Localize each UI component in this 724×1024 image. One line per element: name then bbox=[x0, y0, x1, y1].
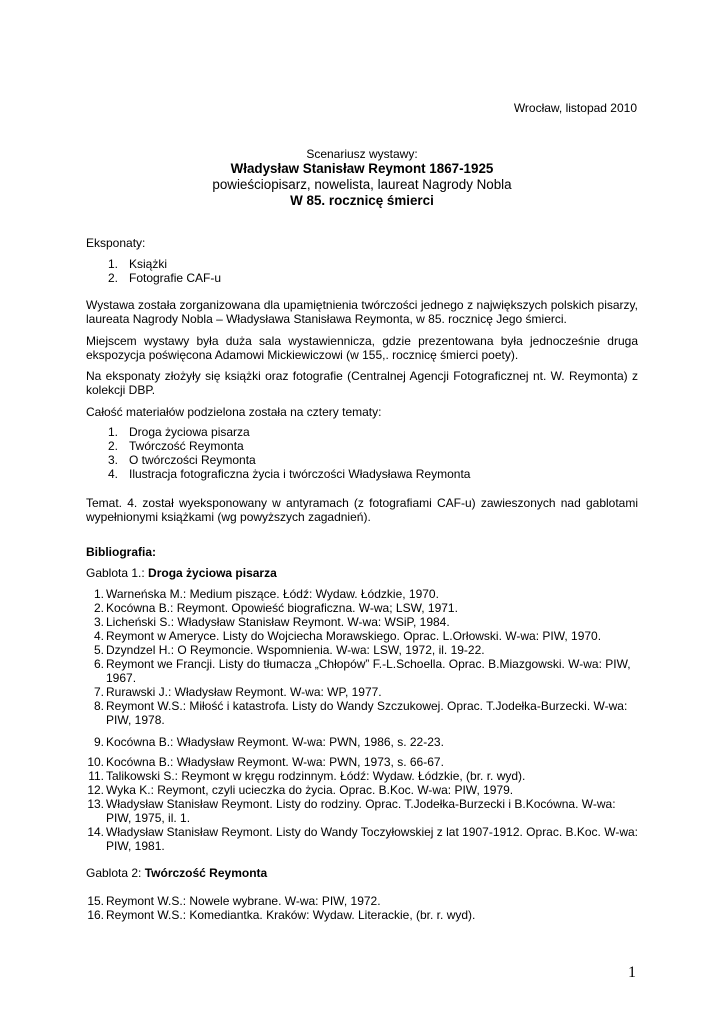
list-item: 2. Twórczość Reymonta bbox=[108, 439, 244, 453]
list-item: 11. Talikowski S.: Reymont w kręgu rodzinnym. Łódź: Wydaw. Łódzkie, (br. r. wyd). bbox=[88, 769, 526, 783]
gablota-1-heading: Gablota 1.: Droga życiowa pisarza bbox=[86, 566, 277, 580]
heading-intro: Scenariusz wystawy: bbox=[306, 147, 418, 161]
paragraph-topics-intro: Całość materiałów podzielona została na cztery tematy: bbox=[86, 405, 382, 419]
bibliography-list-1a bbox=[86, 587, 638, 727]
list-item: 9. Kocówna B.: Władysław Reymont. W-wa: PWN, 1986, s. 22-23. bbox=[93, 735, 444, 749]
list-item: 10. Kocówna B.: Władysław Reymont. W-wa: PWN, 1973, s. 66-67. bbox=[87, 755, 444, 769]
gablota-2-title: Twórczość Reymonta bbox=[144, 866, 268, 880]
list-item: 4. Reymont w Ameryce. Listy do Wojciecha Morawskiego. Oprac. L.Orłowski. W-wa: PIW, 1970. bbox=[93, 629, 602, 643]
list-item: 1. Książki bbox=[108, 257, 168, 271]
list-item: 13. Władysław Stanisław Reymont. Listy do rodziny. Oprac. T.Jodełka-Burzecki i B.Kocówna. W-wa: PIW, 1975, il. 1. bbox=[87, 797, 616, 825]
list-item: 4. Ilustracja fotograficzna życia i twórczości Władysława Reymonta bbox=[108, 467, 471, 481]
page-number: 1 bbox=[628, 964, 636, 981]
paragraph-topic4-note: Temat. 4. został wyeksponowany w antyramach (z fotografiami CAF-u) zawieszonych nad gablotami wypełnionymi książkami (wg powyższych zagadnień). bbox=[86, 496, 638, 524]
bibliography-heading: Bibliografia: bbox=[86, 545, 157, 559]
list-item: 8. Reymont W.S.: Miłość i katastrofa. Listy do Wandy Szczukowej. Oprac. T.Jodełka-Burzecki. W-wa: PIW, 1978. bbox=[93, 699, 628, 727]
list-item: 3. Licheński S.: Władysław Stanisław Reymont. W-wa: WSiP, 1984. bbox=[93, 615, 450, 629]
list-item: 2. Fotografie CAF-u bbox=[108, 271, 222, 285]
date-line: Wrocław, listopad 2010 bbox=[513, 101, 637, 115]
list-item: 12. Wyka K.: Reymont, czyli ucieczka do życia. Oprac. B.Koc. W-wa: PIW, 1979. bbox=[87, 783, 514, 797]
list-item: 1. Warneńska M.: Medium piszące. Łódź: Wydaw. Łódzkie, 1970. bbox=[93, 587, 439, 601]
heading-title: Władysław Stanisław Reymont 1867-1925 bbox=[230, 161, 494, 176]
bibliography-list-1b bbox=[86, 735, 638, 749]
exhibits-list bbox=[86, 257, 638, 285]
heading-subtitle: powieściopisarz, nowelista, laureat Nagrody Nobla bbox=[212, 177, 512, 192]
list-item: 16. Reymont W.S.: Komediantka. Kraków: Wydaw. Literackie, (br. r. wyd). bbox=[87, 908, 476, 922]
list-item: 3. O twórczości Reymonta bbox=[108, 453, 256, 467]
paragraph-venue: Miejscem wystawy była duża sala wystawiennicza, gdzie prezentowana była jednocześnie druga ekspozycja poświęcona Adamowi Mickiewiczowi (w 155,. rocznicę śmierci poety). bbox=[86, 334, 638, 362]
bibliography-list-2 bbox=[86, 894, 638, 922]
list-item: 15. Reymont W.S.: Nowele wybrane. W-wa: PIW, 1972. bbox=[87, 894, 381, 908]
list-item: 7. Rurawski J.: Władysław Reymont. W-wa: WP, 1977. bbox=[93, 685, 382, 699]
gablota-1-title: Droga życiowa pisarza bbox=[148, 566, 277, 580]
list-item: 14. Władysław Stanisław Reymont. Listy do Wandy Toczyłowskiej z lat 1907-1912. Oprac. B.Koc. W-wa: PIW, 1981. bbox=[87, 825, 638, 853]
document-heading bbox=[86, 147, 638, 209]
gablota-2-heading: Gablota 2: Twórczość Reymonta bbox=[86, 866, 268, 880]
exhibits-label: Eksponaty: bbox=[86, 236, 146, 250]
paragraph-exhibits: Na eksponaty złożyły się książki oraz fotografie (Centralnej Agencji Fotograficznej nt. W. Reymonta) z kolekcji DBP. bbox=[86, 369, 638, 397]
list-item: 6. Reymont we Francji. Listy do tłumacza „Chłopów” F.-L.Schoella. Oprac. B.Miazgowski. W-wa: PIW, 1967. bbox=[93, 657, 631, 685]
heading-anniversary: W 85. rocznicę śmierci bbox=[290, 193, 434, 208]
list-item: 1. Droga życiowa pisarza bbox=[108, 425, 250, 439]
list-item: 5. Dzyndzel H.: O Reymoncie. Wspomnienia. W-wa: LSW, 1972, il. 19-22. bbox=[93, 643, 485, 657]
list-item: 2. Kocówna B.: Reymont. Opowieść biograficzna. W-wa; LSW, 1971. bbox=[93, 601, 458, 615]
paragraph-purpose: Wystawa została zorganizowana dla upamiętnienia twórczości jednego z największych polskich pisarzy, laureata Nagrody Nobla – Władysława Stanisława Reymonta, w 85. rocznicę Jego śmierci. bbox=[86, 298, 638, 326]
topics-list bbox=[86, 425, 638, 481]
bibliography-list-1c bbox=[86, 755, 638, 853]
